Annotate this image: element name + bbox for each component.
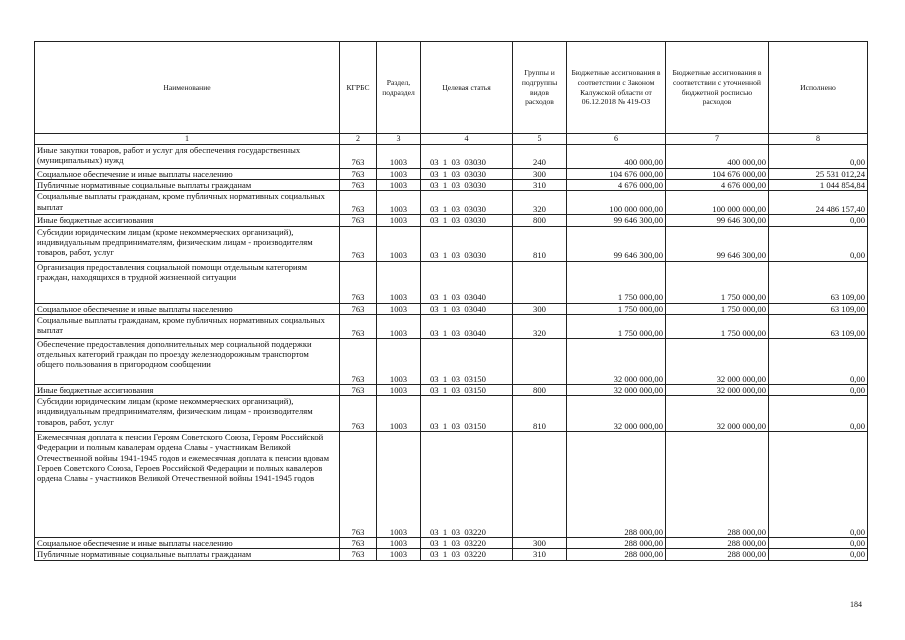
col-number: 6: [567, 134, 666, 145]
row-kgrbs: 763: [340, 179, 377, 190]
row-kgrbs: 763: [340, 226, 377, 261]
header-budget-refined: Бюджетные ассигнования в соответствии с уточненной бюджетной росписью расходов: [666, 42, 769, 134]
header-executed: Исполнено: [769, 42, 868, 134]
row-expense-group: 320: [513, 191, 567, 215]
table-row: [35, 179, 868, 190]
row-section: 1003: [377, 168, 421, 179]
column-number-row: [35, 134, 868, 145]
row-executed: 1 044 854,84: [769, 179, 868, 190]
row-kgrbs: 763: [340, 384, 377, 395]
row-expense-group: 310: [513, 549, 567, 560]
row-budget-refined: 104 676 000,00: [666, 168, 769, 179]
row-budget-refined: 32 000 000,00: [666, 384, 769, 395]
table-row: [35, 432, 868, 538]
row-kgrbs: 763: [340, 303, 377, 314]
row-target-article: 03 1 03 03150: [421, 384, 513, 395]
row-section: 1003: [377, 144, 421, 168]
header-target-article: Целевая статья: [421, 42, 513, 134]
row-budget-law: 288 000,00: [567, 549, 666, 560]
row-kgrbs: 763: [340, 215, 377, 226]
row-kgrbs: 763: [340, 261, 377, 303]
col-number: 7: [666, 134, 769, 145]
row-expense-group: 300: [513, 538, 567, 549]
col-number: 3: [377, 134, 421, 145]
row-name: Организация предоставления социальной помощи отдельным категориям граждан, находящихся в трудной жизненной ситуации: [35, 261, 340, 303]
row-section: 1003: [377, 191, 421, 215]
row-budget-refined: 32 000 000,00: [666, 338, 769, 384]
table-row: [35, 303, 868, 314]
row-budget-refined: 99 646 300,00: [666, 226, 769, 261]
row-target-article: 03 1 03 03040: [421, 261, 513, 303]
table-row: [35, 314, 868, 338]
table-row: [35, 538, 868, 549]
header-row: [35, 42, 868, 134]
row-name: Социальные выплаты гражданам, кроме публичных нормативных социальных выплат: [35, 314, 340, 338]
row-kgrbs: 763: [340, 338, 377, 384]
row-budget-law: 32 000 000,00: [567, 338, 666, 384]
row-target-article: 03 1 03 03030: [421, 215, 513, 226]
budget-table: [34, 41, 868, 561]
row-executed: 0,00: [769, 215, 868, 226]
row-budget-law: 104 676 000,00: [567, 168, 666, 179]
row-kgrbs: 763: [340, 396, 377, 432]
row-target-article: 03 1 03 03150: [421, 338, 513, 384]
table-row: [35, 144, 868, 168]
row-executed: 0,00: [769, 432, 868, 538]
row-executed: 63 109,00: [769, 314, 868, 338]
row-section: 1003: [377, 314, 421, 338]
row-target-article: 03 1 03 03030: [421, 226, 513, 261]
row-executed: 25 531 012,24: [769, 168, 868, 179]
row-target-article: 03 1 03 03220: [421, 538, 513, 549]
row-section: 1003: [377, 396, 421, 432]
row-section: 1003: [377, 538, 421, 549]
row-section: 1003: [377, 384, 421, 395]
row-budget-law: 100 000 000,00: [567, 191, 666, 215]
header-budget-law: Бюджетные ассигнования в соответствии с Законом Калужской области от 06.12.2018 № 419-ОЗ: [567, 42, 666, 134]
row-expense-group: 300: [513, 303, 567, 314]
row-target-article: 03 1 03 03030: [421, 168, 513, 179]
row-executed: 63 109,00: [769, 261, 868, 303]
table-row: [35, 168, 868, 179]
row-budget-law: 32 000 000,00: [567, 384, 666, 395]
row-executed: 0,00: [769, 144, 868, 168]
row-budget-refined: 400 000,00: [666, 144, 769, 168]
row-name: Обеспечение предоставления дополнительных мер социальной поддержки отдельных категорий граждан по проезду железнодорожным транспортом общего пользования в пригородном сообщении: [35, 338, 340, 384]
row-budget-law: 1 750 000,00: [567, 314, 666, 338]
row-budget-law: 99 646 300,00: [567, 215, 666, 226]
row-expense-group: 310: [513, 179, 567, 190]
row-kgrbs: 763: [340, 168, 377, 179]
col-number: 8: [769, 134, 868, 145]
col-number: 2: [340, 134, 377, 145]
row-name: Публичные нормативные социальные выплаты гражданам: [35, 549, 340, 560]
row-name: Иные закупки товаров, работ и услуг для обеспечения государственных (муниципальных) нужд: [35, 144, 340, 168]
row-name: Иные бюджетные ассигнования: [35, 384, 340, 395]
table-row: [35, 226, 868, 261]
row-executed: 0,00: [769, 226, 868, 261]
row-target-article: 03 1 03 03040: [421, 314, 513, 338]
row-section: 1003: [377, 179, 421, 190]
row-budget-refined: 1 750 000,00: [666, 303, 769, 314]
row-section: 1003: [377, 226, 421, 261]
row-target-article: 03 1 03 03220: [421, 432, 513, 538]
row-name: Социальные выплаты гражданам, кроме публичных нормативных социальных выплат: [35, 191, 340, 215]
row-budget-law: 288 000,00: [567, 538, 666, 549]
row-kgrbs: 763: [340, 144, 377, 168]
row-expense-group: 800: [513, 384, 567, 395]
row-target-article: 03 1 03 03030: [421, 179, 513, 190]
row-section: 1003: [377, 549, 421, 560]
row-section: 1003: [377, 338, 421, 384]
row-kgrbs: 763: [340, 549, 377, 560]
row-target-article: 03 1 03 03220: [421, 549, 513, 560]
row-executed: 0,00: [769, 338, 868, 384]
row-expense-group: 810: [513, 396, 567, 432]
row-budget-law: 1 750 000,00: [567, 261, 666, 303]
row-budget-refined: 1 750 000,00: [666, 314, 769, 338]
row-section: 1003: [377, 215, 421, 226]
row-name: Субсидии юридическим лицам (кроме некоммерческих организаций), индивидуальным предпринимателям, физическим лицам - производителям товаров, работ, услуг: [35, 396, 340, 432]
table-row: [35, 384, 868, 395]
row-budget-refined: 288 000,00: [666, 432, 769, 538]
row-budget-law: 4 676 000,00: [567, 179, 666, 190]
row-expense-group: [513, 432, 567, 538]
header-section: Раздел, подраздел: [377, 42, 421, 134]
header-expense-group: Группы и подгруппы видов расходов: [513, 42, 567, 134]
row-kgrbs: 763: [340, 191, 377, 215]
row-name: Ежемесячная доплата к пенсии Героям Советского Союза, Героям Российской Федерации и полным кавалерам ордена Славы - участникам Великой Отечественной войны 1941-1945 годов и ежемесячная доплата к пенсии вдовам Героев Советского Союза, Героев Российской Федерации и полных кавалеров ордена Славы - участников Великой Отечественной войны 1941-1945 годов: [35, 432, 340, 538]
header-kgrbs: КГРБС: [340, 42, 377, 134]
table-row: [35, 191, 868, 215]
row-budget-refined: 32 000 000,00: [666, 396, 769, 432]
row-executed: 0,00: [769, 384, 868, 395]
table-body: [35, 144, 868, 560]
row-budget-refined: 100 000 000,00: [666, 191, 769, 215]
col-number: 1: [35, 134, 340, 145]
row-expense-group: 300: [513, 168, 567, 179]
row-executed: 24 486 157,40: [769, 191, 868, 215]
row-budget-refined: 4 676 000,00: [666, 179, 769, 190]
col-number: 4: [421, 134, 513, 145]
row-budget-law: 32 000 000,00: [567, 396, 666, 432]
row-name: Иные бюджетные ассигнования: [35, 215, 340, 226]
row-executed: 0,00: [769, 396, 868, 432]
row-target-article: 03 1 03 03040: [421, 303, 513, 314]
header-name: Наименование: [35, 42, 340, 134]
row-section: 1003: [377, 261, 421, 303]
row-budget-law: 288 000,00: [567, 432, 666, 538]
row-budget-refined: 99 646 300,00: [666, 215, 769, 226]
row-name: Социальное обеспечение и иные выплаты населению: [35, 538, 340, 549]
row-expense-group: 320: [513, 314, 567, 338]
row-target-article: 03 1 03 03030: [421, 191, 513, 215]
row-expense-group: 800: [513, 215, 567, 226]
table-row: [35, 338, 868, 384]
table-row: [35, 396, 868, 432]
row-expense-group: 240: [513, 144, 567, 168]
row-target-article: 03 1 03 03150: [421, 396, 513, 432]
table-row: [35, 261, 868, 303]
row-target-article: 03 1 03 03030: [421, 144, 513, 168]
row-budget-law: 99 646 300,00: [567, 226, 666, 261]
row-expense-group: 810: [513, 226, 567, 261]
row-section: 1003: [377, 432, 421, 538]
row-budget-law: 400 000,00: [567, 144, 666, 168]
row-kgrbs: 763: [340, 538, 377, 549]
row-budget-refined: 288 000,00: [666, 549, 769, 560]
row-expense-group: [513, 338, 567, 384]
col-number: 5: [513, 134, 567, 145]
table-row: [35, 549, 868, 560]
row-section: 1003: [377, 303, 421, 314]
row-executed: 0,00: [769, 538, 868, 549]
row-kgrbs: 763: [340, 432, 377, 538]
row-name: Субсидии юридическим лицам (кроме некоммерческих организаций), индивидуальным предпринимателям, физическим лицам - производителям товаров, работ, услуг: [35, 226, 340, 261]
row-budget-refined: 288 000,00: [666, 538, 769, 549]
row-executed: 63 109,00: [769, 303, 868, 314]
row-name: Социальное обеспечение и иные выплаты населению: [35, 303, 340, 314]
page-number: 184: [850, 600, 862, 609]
row-expense-group: [513, 261, 567, 303]
row-executed: 0,00: [769, 549, 868, 560]
row-kgrbs: 763: [340, 314, 377, 338]
table-row: [35, 215, 868, 226]
row-budget-law: 1 750 000,00: [567, 303, 666, 314]
row-name: Публичные нормативные социальные выплаты гражданам: [35, 179, 340, 190]
row-name: Социальное обеспечение и иные выплаты населению: [35, 168, 340, 179]
row-budget-refined: 1 750 000,00: [666, 261, 769, 303]
